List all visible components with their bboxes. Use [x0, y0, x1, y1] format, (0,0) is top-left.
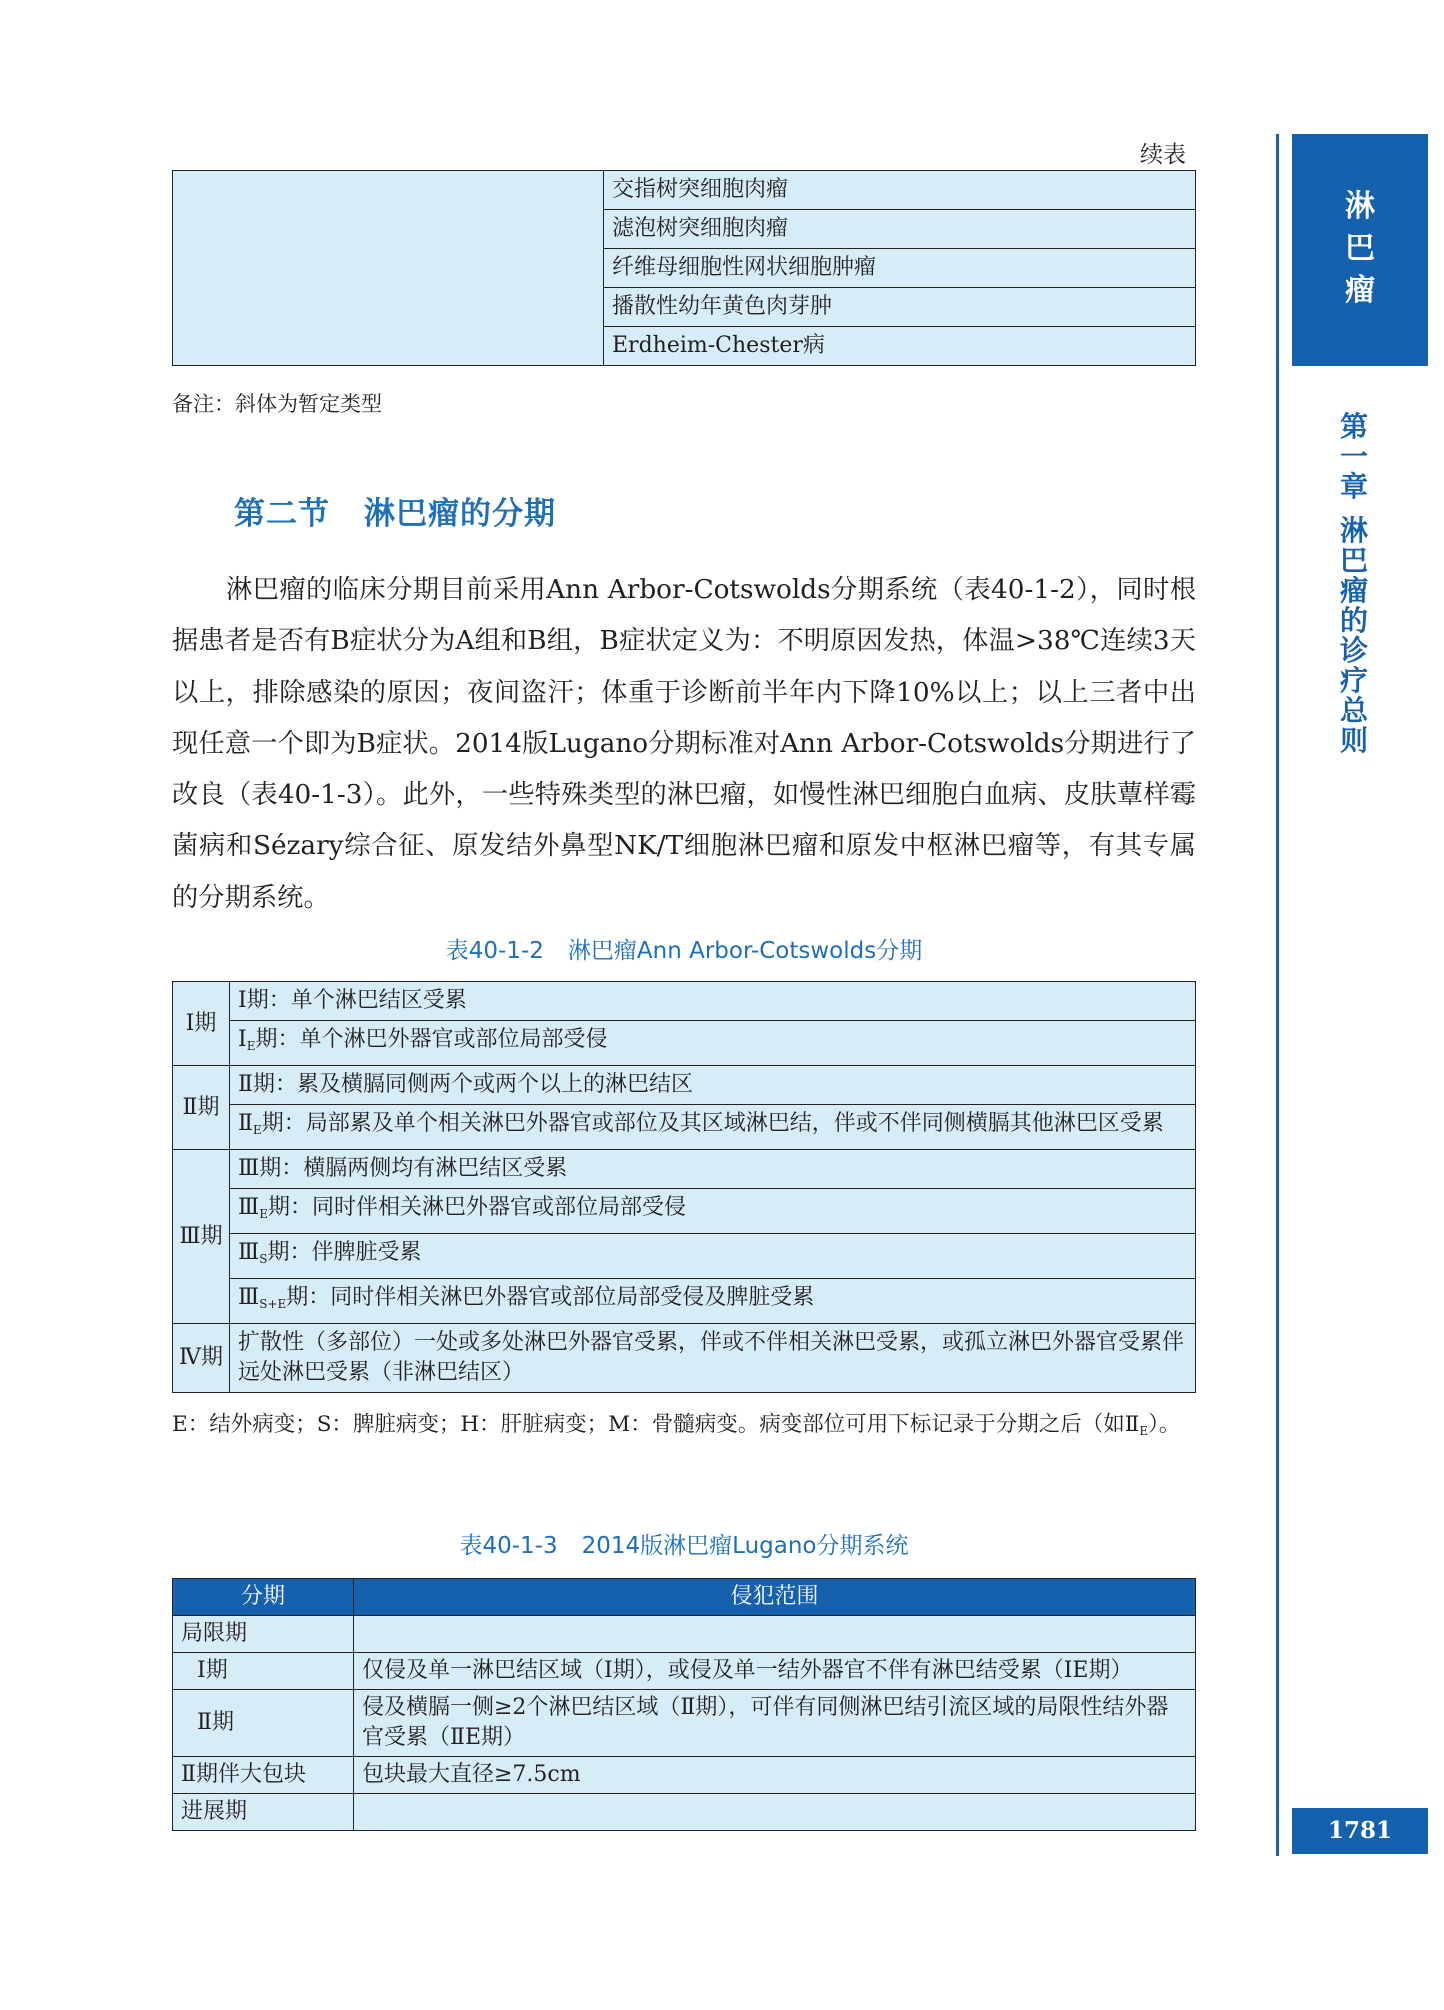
body-paragraph: 淋巴瘤的临床分期目前采用Ann Arbor-Cotswolds分期系统（表40-1-2），同时根据患者是否有B症状分为A组和B组，B症状定义为：不明原因发热，体温>38℃连续3天以上，排除感染的原因；夜间盗汗；体重于诊断前半年内下降10%以上；以上三者中出现任意一个即为B症状。2014版Lugano分期标准对Ann Arbor-Cotswolds分期进行了改良（表40-1-3）。此外，一些特殊类型的淋巴瘤，如慢性淋巴细胞白血病、皮肤蕈样霉菌病和Sézary综合征、原发结外鼻型NK/T细胞淋巴瘤和原发中枢淋巴瘤等，有其专属的分期系统。 — [172, 575, 1196, 913]
table-row — [173, 1690, 1196, 1757]
table-cell — [230, 1189, 1196, 1234]
table2-caption-number: 表40-1-2 — [445, 938, 544, 964]
stage-label: Ⅱ期 — [173, 1066, 230, 1150]
footnote-subscript: E — [1139, 1424, 1149, 1438]
table-row — [173, 982, 1196, 1021]
stage-cell: Ⅱ期伴大包块 — [173, 1757, 354, 1794]
table-cell: Erdheim-Chester病 — [604, 327, 1196, 366]
table-cell: 扩散性（多部位）一处或多处淋巴外器官受累，伴或不伴相关淋巴受累，或孤立淋巴外器官受累伴远处淋巴受累（非淋巴结区） — [230, 1324, 1196, 1393]
stage-subscript: E — [252, 1123, 262, 1137]
table-row — [173, 1279, 1196, 1324]
table-row — [173, 1324, 1196, 1393]
page-number: 1781 — [1292, 1808, 1428, 1854]
table-cell — [230, 1279, 1196, 1324]
stage-prefix: Ⅱ — [238, 1111, 253, 1136]
table-row — [173, 171, 1196, 210]
stage-cell: Ⅰ期 — [173, 1653, 354, 1690]
table-row — [173, 1189, 1196, 1234]
stage-cell: 进展期 — [173, 1794, 354, 1831]
ann-arbor-table — [172, 981, 1196, 1393]
table-row — [173, 1616, 1196, 1653]
table-row — [173, 1794, 1196, 1831]
table-row — [173, 1066, 1196, 1105]
table-cell — [230, 1021, 1196, 1066]
column-header: 分期 — [173, 1579, 354, 1616]
table3-caption-title: 2014版淋巴瘤Lugano分期系统 — [581, 1533, 909, 1559]
table-row — [173, 1021, 1196, 1066]
table-row — [173, 1653, 1196, 1690]
continued-table — [172, 170, 1196, 366]
stage-prefix: Ⅰ — [238, 1027, 247, 1052]
range-cell — [354, 1616, 1196, 1653]
table-header-row — [173, 1579, 1196, 1616]
table-cell: 滤泡树突细胞肉瘤 — [604, 210, 1196, 249]
lugano-table — [172, 1578, 1196, 1831]
stage-subscript: S+E — [259, 1297, 287, 1311]
table-cell: 交指树突细胞肉瘤 — [604, 171, 1196, 210]
footnote-end: ）。 — [1148, 1412, 1181, 1437]
stage-cell: 局限期 — [173, 1616, 354, 1653]
stage-text: 期：局部累及单个相关淋巴外器官或部位及其区域淋巴结，伴或不伴同侧横膈其他淋巴区受累 — [261, 1111, 1164, 1136]
footnote-text: E：结外病变；S：脾脏病变；H：肝脏病变；M：骨髓病变。病变部位可用下标记录于分期之后（如Ⅱ — [172, 1412, 1140, 1437]
table-cell: 播散性幼年黄色肉芽肿 — [604, 288, 1196, 327]
column-header: 侵犯范围 — [354, 1579, 1196, 1616]
chapter-vertical-title: 第 一 章 淋 巴 瘤 的 诊 疗 总 则 — [1339, 410, 1368, 757]
table-cell — [230, 1234, 1196, 1279]
table2-caption — [0, 932, 1368, 965]
section-number: 第二节 — [234, 496, 330, 532]
stage-text: 期：伴脾脏受累 — [267, 1240, 422, 1265]
range-cell: 侵及横膈一侧≥2个淋巴结区域（Ⅱ期），可伴有同侧淋巴结引流区域的局限性结外器官受累（ⅡE期） — [354, 1690, 1196, 1757]
table-cell: Ⅲ期：横膈两侧均有淋巴结区受累 — [230, 1150, 1196, 1189]
stage-subscript: E — [259, 1207, 268, 1221]
table-cell: Ⅰ期：单个淋巴结区受累 — [230, 982, 1196, 1021]
table3-caption-number: 表40-1-3 — [459, 1533, 558, 1559]
table-cell: Ⅱ期：累及横膈同侧两个或两个以上的淋巴结区 — [230, 1066, 1196, 1105]
stage-text: 期：同时伴相关淋巴外器官或部位局部受侵 — [267, 1195, 686, 1220]
table2-footnote — [172, 1409, 1196, 1447]
table2-caption-title: 淋巴瘤Ann Arbor-Cotswolds分期 — [567, 938, 923, 964]
stage-label: Ⅲ期 — [173, 1150, 230, 1324]
table-row — [173, 1757, 1196, 1794]
stage-prefix: Ⅲ — [238, 1285, 260, 1310]
stage-text: 期：单个淋巴外器官或部位局部受侵 — [255, 1027, 608, 1052]
chapter-tab-text: 淋 巴 瘤 — [1345, 189, 1375, 308]
section-heading — [234, 488, 556, 533]
stage-prefix: Ⅲ — [238, 1195, 260, 1220]
stage-text: 期：同时伴相关淋巴外器官或部位局部受侵及脾脏受累 — [286, 1285, 815, 1310]
table-row — [173, 1234, 1196, 1279]
margin-rule — [1276, 134, 1279, 1856]
table-cell — [230, 1105, 1196, 1150]
table-row — [173, 1105, 1196, 1150]
range-cell: 仅侵及单一淋巴结区域（Ⅰ期），或侵及单一结外器官不伴有淋巴结受累（ⅠE期） — [354, 1653, 1196, 1690]
range-cell: 包块最大直径≥7.5cm — [354, 1757, 1196, 1794]
stage-subscript: S — [259, 1252, 268, 1266]
table3-caption — [0, 1527, 1368, 1560]
table-cell: 纤维母细胞性网状细胞肿瘤 — [604, 249, 1196, 288]
table-row — [173, 1150, 1196, 1189]
stage-label: Ⅰ期 — [173, 982, 230, 1066]
chapter-tab — [1292, 134, 1428, 366]
stage-subscript: E — [246, 1039, 256, 1053]
table-note: 备注：斜体为暂定类型 — [172, 392, 382, 416]
stage-cell: Ⅱ期 — [173, 1690, 354, 1757]
table-cell-empty — [173, 171, 604, 366]
section-title: 淋巴瘤的分期 — [364, 496, 556, 532]
continued-label: 续表 — [1140, 142, 1186, 168]
stage-prefix: Ⅲ — [238, 1240, 260, 1265]
stage-label: Ⅳ期 — [173, 1324, 230, 1393]
range-cell — [354, 1794, 1196, 1831]
